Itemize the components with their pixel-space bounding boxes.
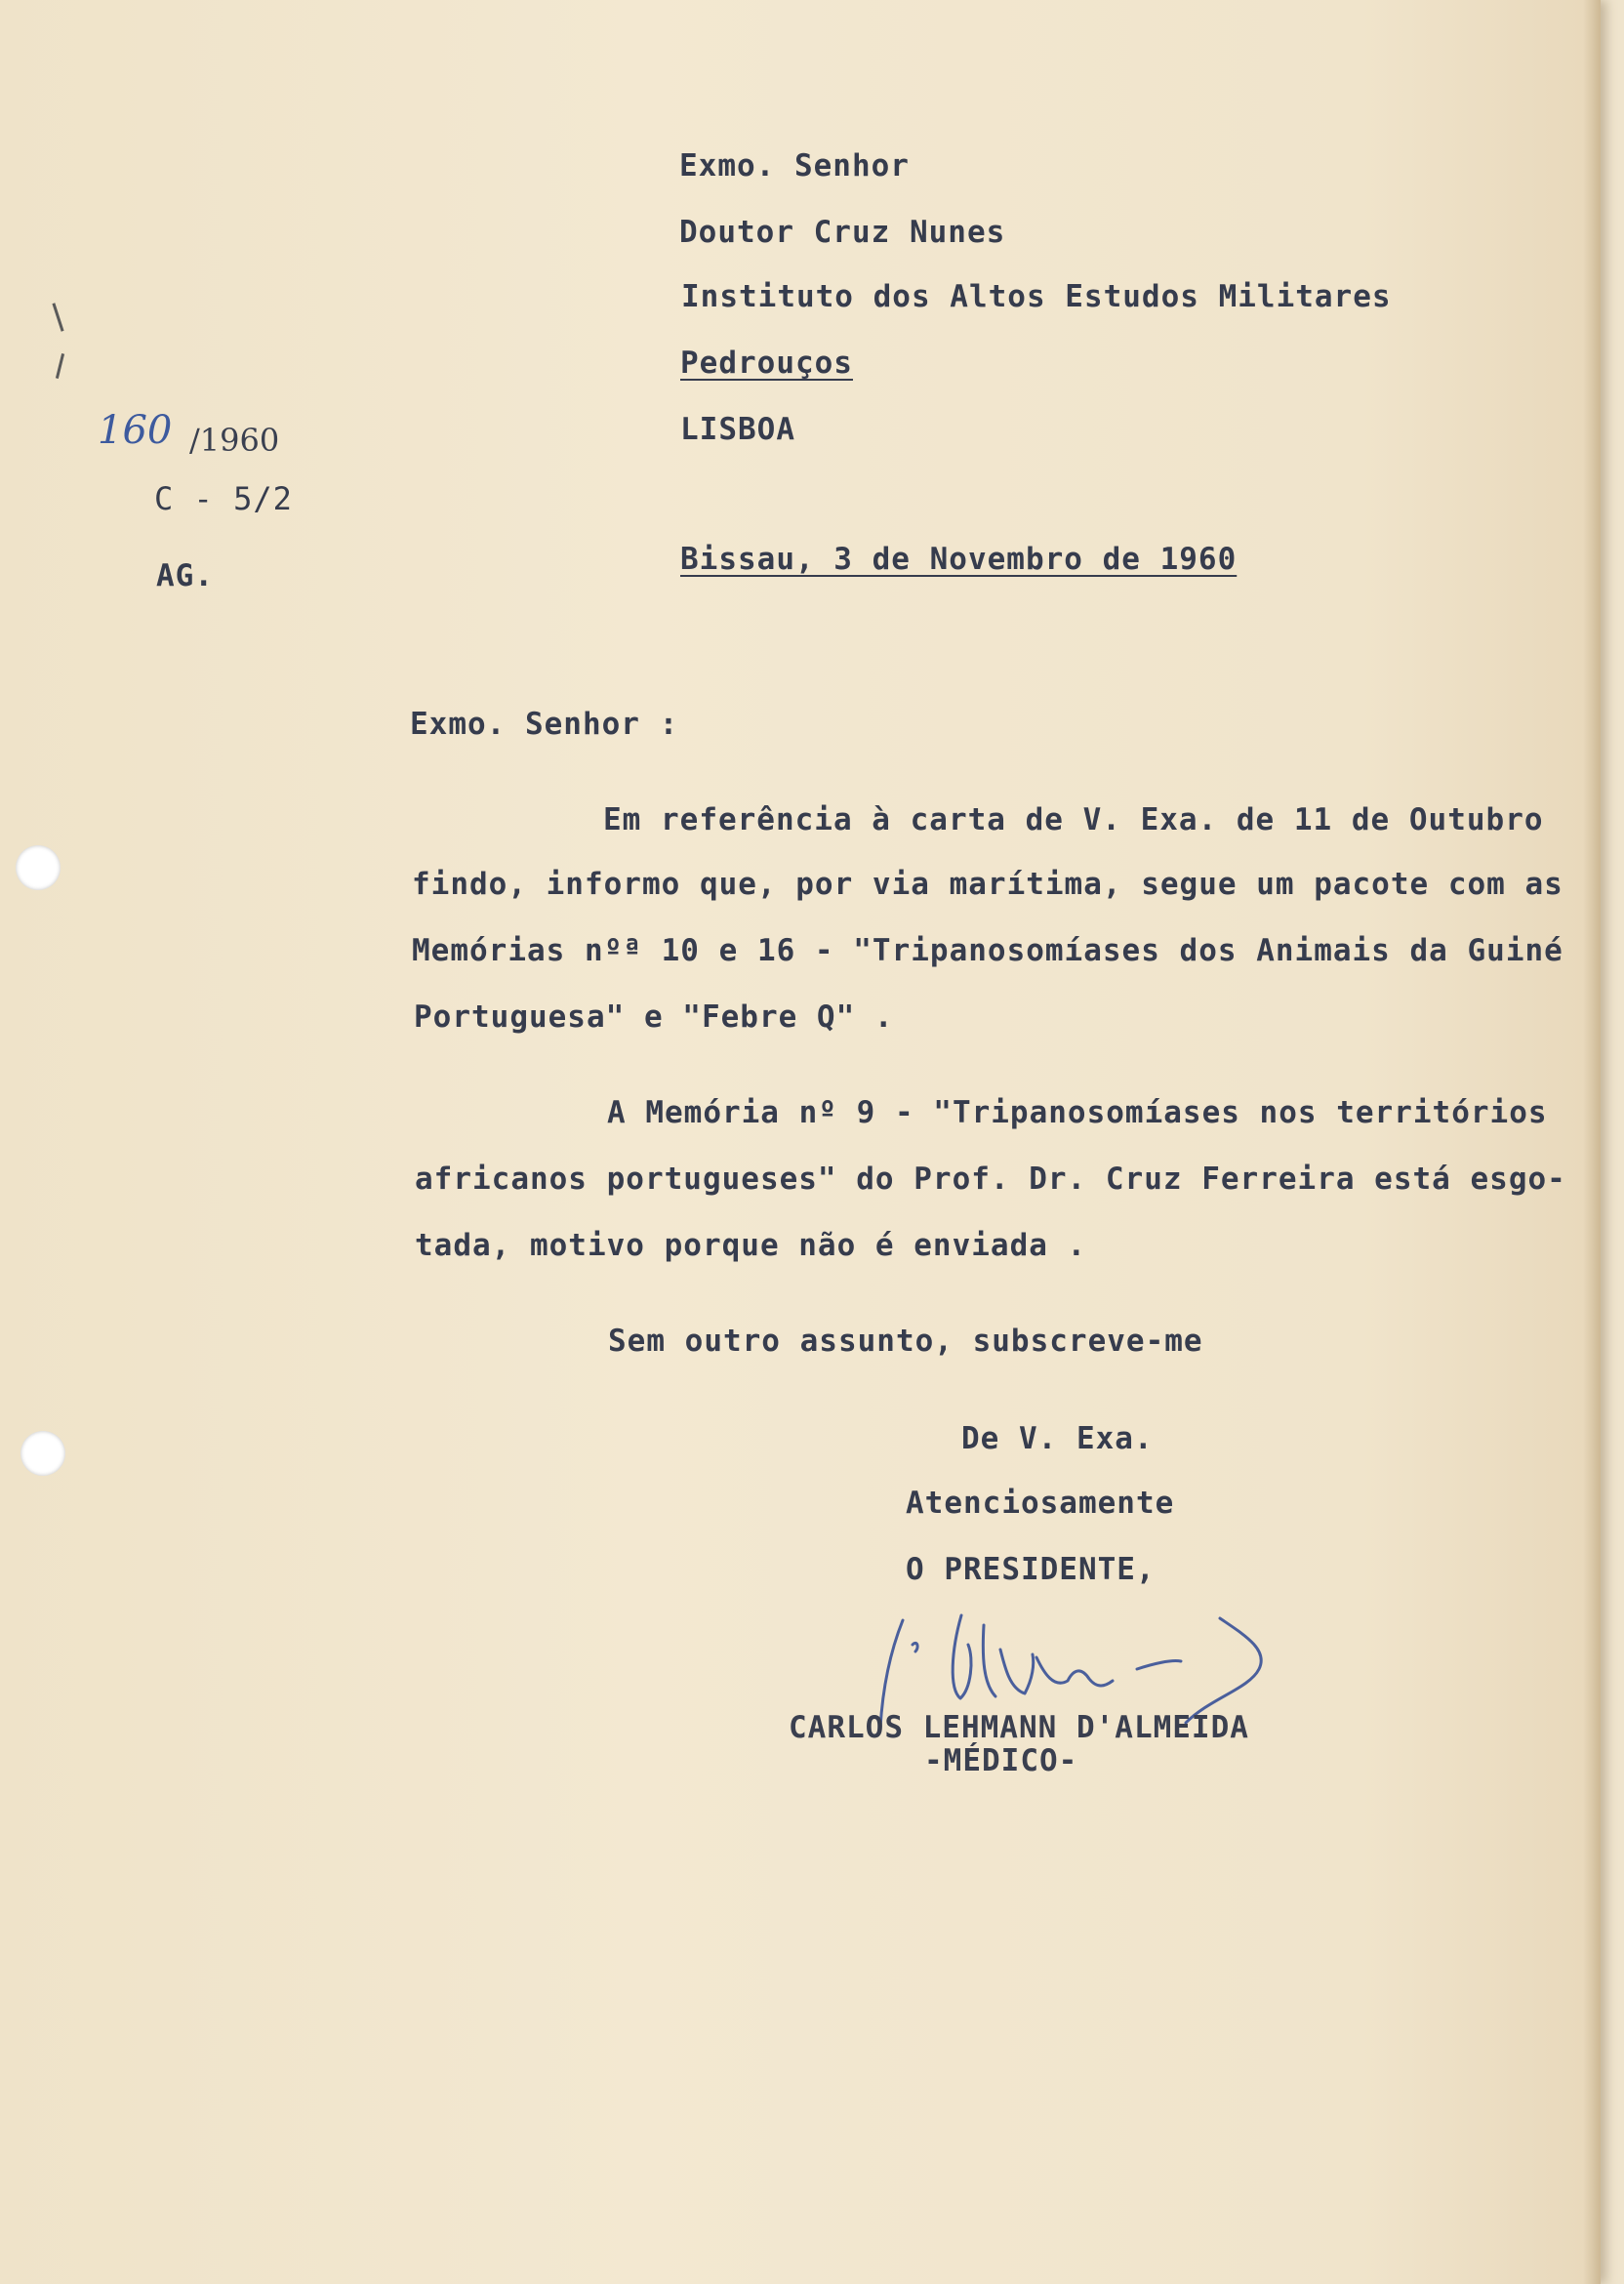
dateline: Bissau, 3 de Novembro de 1960 bbox=[680, 542, 1238, 577]
body-line: Memórias nºª 10 e 16 - "Tripanosomíases dos Animais da Guiné bbox=[412, 933, 1563, 968]
addressee-city: LISBOA bbox=[680, 412, 795, 447]
reference-initials: AG. bbox=[156, 558, 214, 593]
body-line: tada, motivo porque não é enviada . bbox=[415, 1228, 1087, 1263]
body-line: findo, informo que, por via marítima, segue um pacote com as bbox=[412, 867, 1563, 902]
addressee-institution: Instituto dos Altos Estudos Militares bbox=[681, 279, 1392, 314]
signatory-name: CARLOS LEHMANN D'ALMEIDA bbox=[789, 1710, 1249, 1745]
addressee-salutation: Exmo. Senhor bbox=[679, 148, 910, 184]
body-line: Portuguesa" e "Febre Q" . bbox=[414, 999, 894, 1035]
punch-hole-top bbox=[16, 845, 61, 890]
closing-line-3: O PRESIDENTE, bbox=[906, 1552, 1156, 1587]
closing-line-1: De V. Exa. bbox=[961, 1421, 1154, 1456]
reference-year: /1960 bbox=[189, 422, 280, 459]
closing-sentence: Sem outro assunto, subscreve-me bbox=[608, 1324, 1203, 1359]
punch-hole-bottom bbox=[20, 1431, 65, 1476]
reference-number-handwritten: 160 bbox=[98, 408, 173, 453]
body-line: A Memória nº 9 - "Tripanosomíases nos territórios bbox=[607, 1095, 1548, 1130]
signatory-title: -MÉDICO- bbox=[924, 1743, 1078, 1778]
reference-code: C - 5/2 bbox=[154, 480, 293, 517]
page-edge bbox=[1583, 0, 1601, 2284]
addressee-name: Doutor Cruz Nunes bbox=[679, 215, 1006, 250]
body-line: africanos portugueses" do Prof. Dr. Cruz Ferreira está esgo- bbox=[415, 1162, 1566, 1197]
body-line: Em referência à carta de V. Exa. de 11 de Outubro bbox=[603, 802, 1544, 837]
addressee-locality: Pedrouços bbox=[680, 346, 853, 381]
greeting: Exmo. Senhor : bbox=[410, 707, 679, 742]
closing-line-2: Atenciosamente bbox=[906, 1486, 1175, 1521]
